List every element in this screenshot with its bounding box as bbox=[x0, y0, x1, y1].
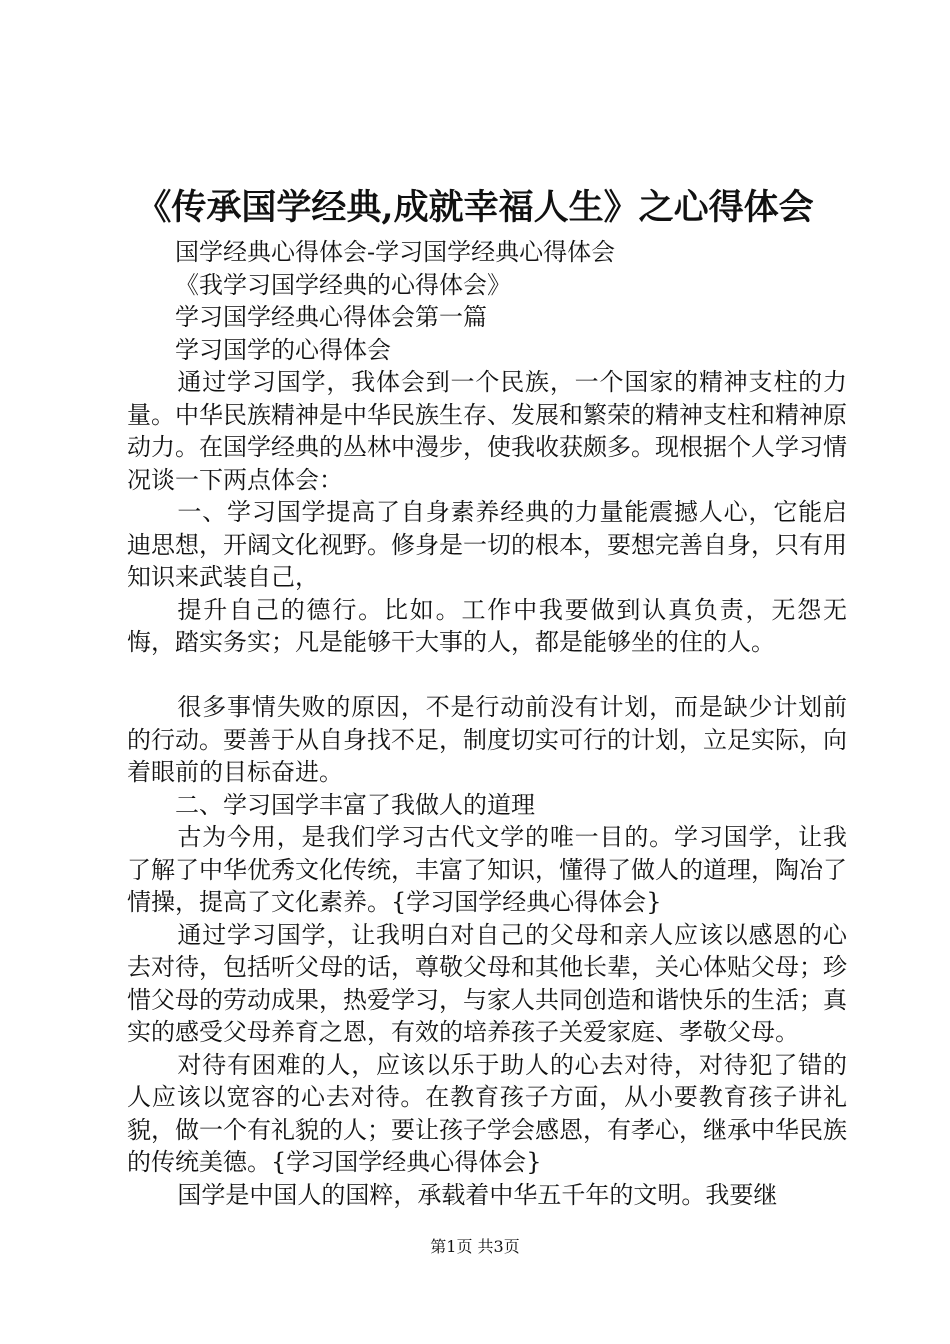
paragraph: 二、学习国学丰富了我做人的道理 bbox=[175, 790, 535, 819]
paragraph: 提升自己的德行。比如。工作中我要做到认真负责，无怨无悔，踏实务实；凡是能够干大事的人，都是能够坐的住的人。 bbox=[127, 595, 847, 656]
paragraph: 国学是中国人的国粹，承载着中华五千年的文明。我要继 bbox=[177, 1180, 778, 1209]
paragraph: 通过学习国学，让我明白对自己的父母和亲人应该以感恩的心去对待，包括听父母的话，尊敬父母和其他长辈，关心体贴父母；珍惜父母的劳动成果，热爱学习，与家人共同创造和谐快乐的生活；真实的感受父母养育之恩，有效的培养孩子关爱家庭、孝敬父母。 bbox=[127, 920, 847, 1046]
document-title: 《传承国学经典,成就幸福人生》之心得体会 bbox=[136, 187, 814, 228]
page-footer: 第1页 共3页 bbox=[430, 1237, 520, 1256]
paragraph: 学习国学的心得体会 bbox=[175, 335, 391, 364]
paragraph: 通过学习国学，我体会到一个民族，一个国家的精神支柱的力量。中华民族精神是中华民族生存、发展和繁荣的精神支柱和精神原动力。在国学经典的丛林中漫步，使我收获颇多。现根据个人学习情况谈一下两点体会： bbox=[127, 368, 847, 494]
paragraph: 一、学习国学提高了自身素养经典的力量能震撼人心，它能启迪思想，开阔文化视野。修身是一切的根本，要想完善自身，只有用知识来武装自己， bbox=[127, 498, 847, 591]
paragraph: 《我学习国学经典的心得体会》 bbox=[175, 270, 511, 299]
paragraph: 很多事情失败的原因，不是行动前没有计划，而是缺少计划前的行动。要善于从自身找不足，制度切实可行的计划，立足实际，向着眼前的目标奋进。 bbox=[127, 693, 847, 786]
paragraph: 古为今用，是我们学习古代文学的唯一目的。学习国学，让我了解了中华优秀文化传统，丰富了知识，懂得了做人的道理，陶冶了情操，提高了文化素养。{学习国学经典心得体会} bbox=[127, 823, 847, 916]
paragraph: 国学经典心得体会-学习国学经典心得体会 bbox=[175, 238, 616, 266]
document-body bbox=[127, 236, 847, 1211]
paragraph: 学习国学经典心得体会第一篇 bbox=[175, 303, 487, 331]
blank-line bbox=[127, 659, 847, 692]
paragraph: 对待有困难的人，应该以乐于助人的心去对待，对待犯了错的人应该以宽容的心去对待。在教育孩子方面，从小要教育孩子讲礼貌，做一个有礼貌的人；要让孩子学会感恩，有孝心，继承中华民族的传统美德。{学习国学经典心得体会} bbox=[127, 1050, 847, 1176]
